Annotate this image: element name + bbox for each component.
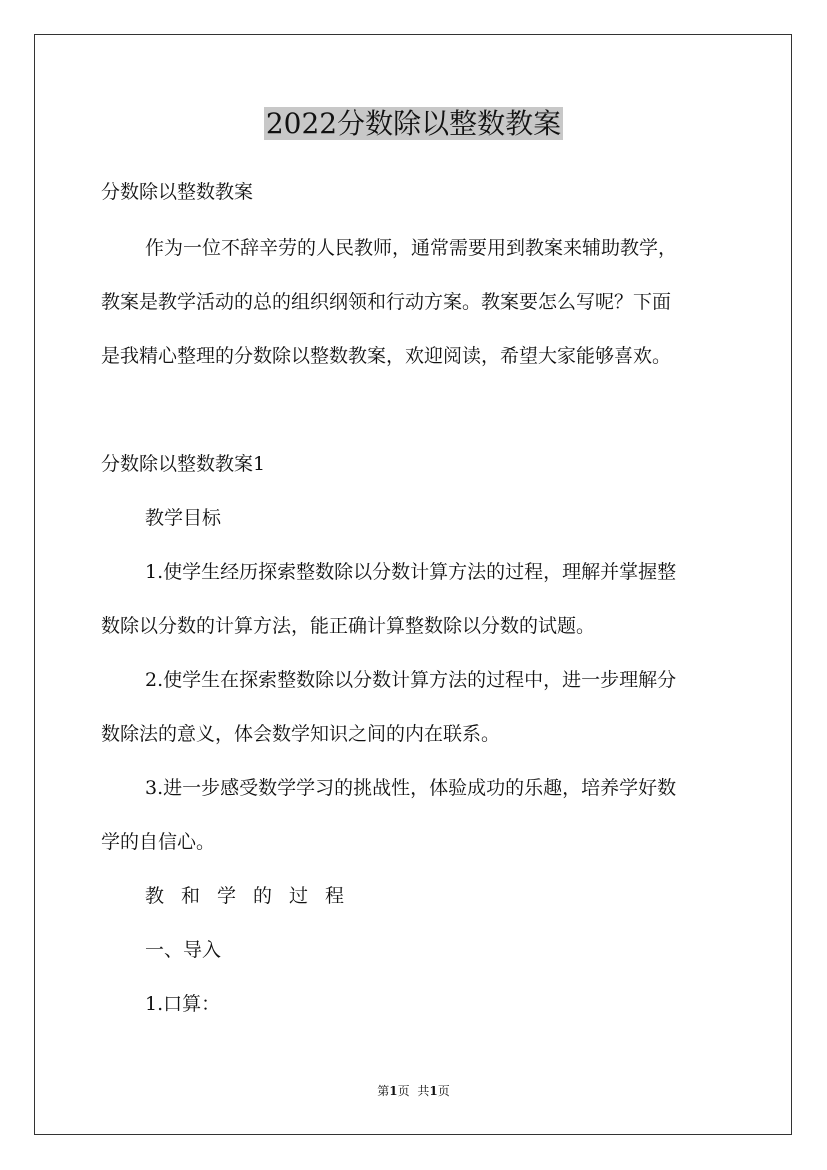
footer-total-pages: 1 <box>429 1084 438 1098</box>
subsection-heading: 教和学的过程 <box>145 885 362 907</box>
paragraph-line: 学的自信心。 <box>101 831 216 853</box>
footer-prefix: 第 <box>377 1084 390 1098</box>
subsection-heading: 一、导入 <box>145 939 222 961</box>
footer-page-suffix: 页 <box>397 1084 410 1098</box>
section-heading: 分数除以整数教案1 <box>101 453 266 475</box>
footer-total-suffix: 页 <box>437 1084 450 1098</box>
paragraph-line: 数除法的意义，体会数学知识之间的内在联系。 <box>101 723 501 745</box>
subsection-heading: 教学目标 <box>145 507 222 529</box>
document-title: 2022分数除以整数教案 <box>265 107 562 140</box>
paragraph-line: 3.进一步感受数学学习的挑战性，体验成功的乐趣，培养学好数 <box>145 777 677 799</box>
footer-page-number: 1 <box>389 1084 398 1098</box>
paragraph-line: 是我精心整理的分数除以整数教案，欢迎阅读，希望大家能够喜欢。 <box>101 345 672 367</box>
footer-total-prefix: 共 <box>417 1084 430 1098</box>
paragraph-line: 教案是教学活动的总的组织纲领和行动方案。教案要怎么写呢？下面 <box>101 291 672 313</box>
paragraph-line: 2.使学生在探索整数除以分数计算方法的过程中，进一步理解分 <box>145 669 677 691</box>
paragraph-line: 1.使学生经历探索整数除以分数计算方法的过程，理解并掌握整 <box>145 561 677 583</box>
paragraph-line: 作为一位不辞辛劳的人民教师，通常需要用到教案来辅助教学， <box>145 237 678 259</box>
page-footer <box>0 1083 827 1099</box>
paragraph-line: 1.口算： <box>145 993 221 1015</box>
section-heading: 分数除以整数教案 <box>101 181 254 203</box>
paragraph-line: 数除以分数的计算方法，能正确计算整数除以分数的试题。 <box>101 615 596 637</box>
